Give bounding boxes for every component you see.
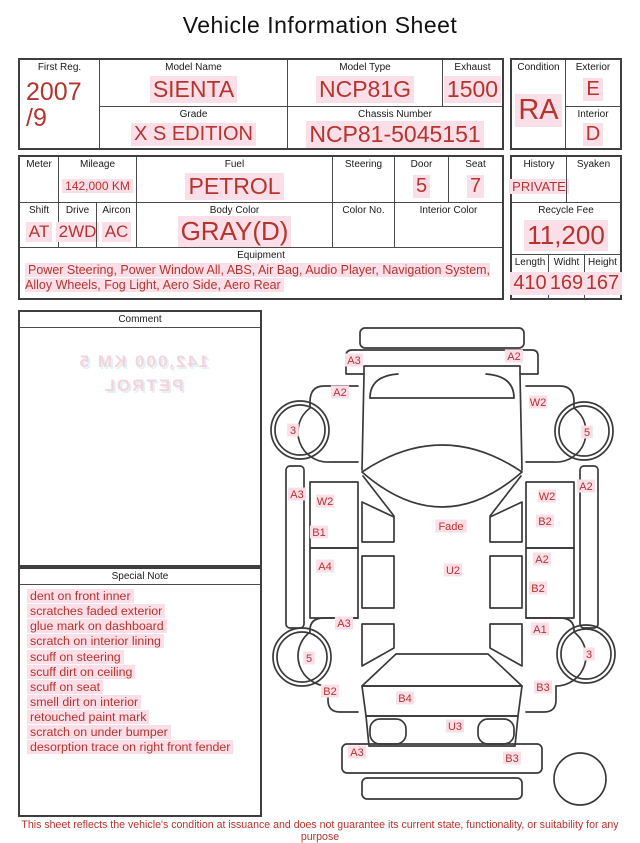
- field-syaken: [566, 157, 620, 202]
- field-interior: [566, 106, 620, 148]
- spec-table: [18, 155, 504, 300]
- exhaust-value: 1500: [444, 76, 501, 103]
- field-steering: [332, 157, 394, 202]
- damage-label: A2: [535, 554, 549, 566]
- damage-label: B2: [531, 583, 545, 595]
- left-front-window: [362, 502, 394, 542]
- damage-label: A3: [337, 618, 351, 630]
- body-color-value: GRAY(D): [178, 216, 292, 247]
- mileage-label: Mileage: [79, 159, 116, 170]
- color-no-label: Color No.: [342, 205, 385, 216]
- exterior-value: E: [583, 78, 602, 101]
- recycle-fee-label: Recycle Fee: [538, 205, 594, 216]
- field-first-reg: [20, 60, 100, 148]
- damage-label: B2: [323, 686, 337, 698]
- field-aircon: [96, 202, 136, 247]
- damage-label: U3: [447, 721, 463, 733]
- field-meter: [20, 157, 58, 202]
- damage-label: W2: [529, 397, 547, 409]
- special-note-line: scratch on under bumper: [27, 726, 253, 740]
- length-label: Length: [514, 257, 546, 268]
- spare-tire: [554, 753, 606, 805]
- recycle-fee-value: 11,200: [524, 220, 608, 251]
- front-bumper: [360, 328, 524, 348]
- damage-label: A3: [290, 489, 304, 501]
- left-tail-light: [370, 719, 406, 744]
- shift-value: AT: [26, 222, 52, 242]
- hood-right-edge: [520, 374, 522, 470]
- condition-value: RA: [515, 94, 561, 127]
- field-interior-color: [394, 202, 502, 247]
- field-exterior: [566, 60, 620, 106]
- comment-box: [18, 310, 262, 567]
- interior-label: Interior: [577, 109, 609, 120]
- car-damage-diagram: [266, 312, 636, 812]
- seat-label: Seat: [465, 159, 486, 170]
- model-type-value: NCP81G: [316, 76, 414, 103]
- field-condition: [512, 60, 566, 148]
- tailgate: [362, 686, 522, 716]
- field-body-color: [136, 202, 332, 247]
- field-fuel: [136, 157, 332, 202]
- height-value: 167: [583, 272, 622, 295]
- field-history: [512, 157, 566, 202]
- right-rear-window: [490, 556, 522, 608]
- rear-left-wheel: [273, 628, 331, 686]
- damage-label: 3: [585, 649, 593, 661]
- windshield: [362, 445, 522, 507]
- left-rear-window: [362, 556, 394, 608]
- widht-label: Widht: [553, 257, 580, 268]
- damage-label: A2: [507, 351, 521, 363]
- history-table: [510, 155, 622, 300]
- damage-label: A3: [347, 355, 361, 367]
- interior-value: D: [583, 123, 603, 146]
- special-note-line: smell dirt on interior: [27, 696, 253, 710]
- rear-hatch: [362, 654, 522, 686]
- drive-value: 2WD: [56, 222, 100, 242]
- field-seat: [448, 157, 502, 202]
- special-note-line: glue mark on dashboard: [27, 620, 253, 634]
- damage-label: 5: [583, 427, 591, 439]
- history-value: PRIVATE: [509, 179, 569, 194]
- field-model-type: [287, 60, 442, 106]
- field-chassis-number: [287, 106, 502, 148]
- drive-label: Drive: [65, 205, 90, 216]
- shift-label: Shift: [28, 205, 49, 216]
- meter-label: Meter: [26, 159, 52, 170]
- body-color-label: Body Color: [209, 205, 260, 216]
- model-name-value: SIENTA: [150, 76, 237, 103]
- door-value: 5: [413, 175, 430, 198]
- front-left-wheel: [271, 401, 329, 459]
- damage-label: W2: [538, 491, 556, 503]
- door-label: Door: [410, 159, 433, 170]
- first-reg-label: First Reg.: [37, 62, 82, 73]
- rear-lower-strip: [362, 778, 522, 799]
- damage-label: B3: [505, 753, 519, 765]
- comment-label: Comment: [20, 312, 260, 328]
- special-note-line: scratches faded exterior: [27, 605, 253, 619]
- damage-label: 3: [289, 425, 297, 437]
- aircon-value: AC: [102, 222, 132, 242]
- length-value: 410: [510, 272, 549, 295]
- special-note-list: [20, 585, 260, 815]
- field-recycle-fee: [512, 202, 620, 254]
- damage-label: U2: [445, 565, 461, 577]
- field-grade: [100, 106, 287, 148]
- special-note-line: dent on front inner: [27, 590, 253, 604]
- field-model-name: [100, 60, 287, 106]
- diagram-labels: [287, 350, 595, 766]
- interior-color-label: Interior Color: [419, 205, 478, 216]
- field-drive: [58, 202, 96, 247]
- widht-value: 169: [547, 272, 586, 295]
- grade-value: X S EDITION: [131, 123, 256, 146]
- left-rear-door: [310, 548, 358, 618]
- hood-left-edge: [362, 374, 364, 470]
- field-widht: [548, 254, 584, 298]
- fuel-value: PETROL: [185, 173, 283, 200]
- first-reg-value2: /9: [26, 104, 47, 133]
- field-mileage: [58, 157, 136, 202]
- syaken-label: Syaken: [576, 159, 611, 170]
- hood-left-arc: [370, 374, 398, 398]
- special-note-line: scuff on steering: [27, 651, 253, 665]
- hood-right-arc: [486, 374, 514, 398]
- fuel-label: Fuel: [224, 159, 245, 170]
- field-color-no: [332, 202, 394, 247]
- mileage-value: 142,000 KM: [62, 179, 133, 193]
- damage-label: A4: [318, 561, 332, 573]
- model-type-label: Model Type: [339, 62, 391, 73]
- first-reg-value: 2007: [26, 78, 82, 106]
- field-exhaust: [442, 60, 502, 106]
- damage-label: B2: [538, 516, 552, 528]
- page-title: Vehicle Information Sheet: [182, 12, 458, 38]
- damage-label: B4: [398, 693, 412, 705]
- right-tail-light: [478, 719, 514, 744]
- damage-label: A2: [333, 387, 347, 399]
- condition-table: [510, 58, 622, 150]
- exhaust-label: Exhaust: [454, 62, 491, 73]
- identity-table: [18, 58, 504, 150]
- field-door: [394, 157, 448, 202]
- special-note-line: scuff on seat: [27, 681, 253, 695]
- damage-label: B3: [536, 682, 550, 694]
- chassis-number-label: Chassis Number: [358, 109, 432, 120]
- height-label: Height: [588, 257, 617, 268]
- field-shift: [20, 202, 58, 247]
- special-note-line: retouched paint mark: [27, 711, 253, 725]
- grade-label: Grade: [179, 109, 208, 120]
- equipment-value: Power Steering, Power Window All, ABS, Air Bag, Audio Player, Navigation System, Alloy Wheels, Fog Light, Aero Side, Aero Rear: [25, 263, 491, 292]
- damage-label: B1: [312, 527, 326, 539]
- special-note-line: scuff dirt on ceiling: [27, 666, 253, 680]
- damage-label: A1: [533, 624, 547, 636]
- damage-label: 5: [305, 653, 313, 665]
- exterior-label: Exterior: [575, 62, 611, 73]
- special-note-line: scratch on interior lining: [27, 635, 253, 649]
- chassis-number-value: NCP81-5045151: [306, 121, 483, 148]
- damage-label: A3: [350, 747, 364, 759]
- special-note-line: desorption trace on right front fender: [27, 741, 253, 755]
- aircon-label: Aircon: [102, 205, 131, 216]
- rear-panel: [366, 716, 518, 746]
- disclaimer: This sheet reflects the vehicle's condition at issuance and does not guarantee its current state, functionality, or suitability for any purpose: [21, 819, 619, 843]
- seat-value: 7: [467, 175, 484, 198]
- condition-label: Condition: [517, 62, 560, 73]
- special-note-box: [18, 567, 262, 817]
- comment-bleed-through: 142,000 KM 5 PETROL: [77, 352, 209, 395]
- history-label: History: [523, 159, 555, 170]
- steering-label: Steering: [344, 159, 383, 170]
- right-front-window: [490, 502, 522, 542]
- model-name-label: Model Name: [165, 62, 222, 73]
- damage-label: A2: [579, 481, 593, 493]
- damage-label: Fade: [438, 521, 464, 533]
- damage-label: W2: [316, 496, 334, 508]
- equipment-label: Equipment: [20, 247, 502, 261]
- special-note-label: Special Note: [20, 569, 260, 585]
- field-length: [512, 254, 548, 298]
- field-height: [584, 254, 620, 298]
